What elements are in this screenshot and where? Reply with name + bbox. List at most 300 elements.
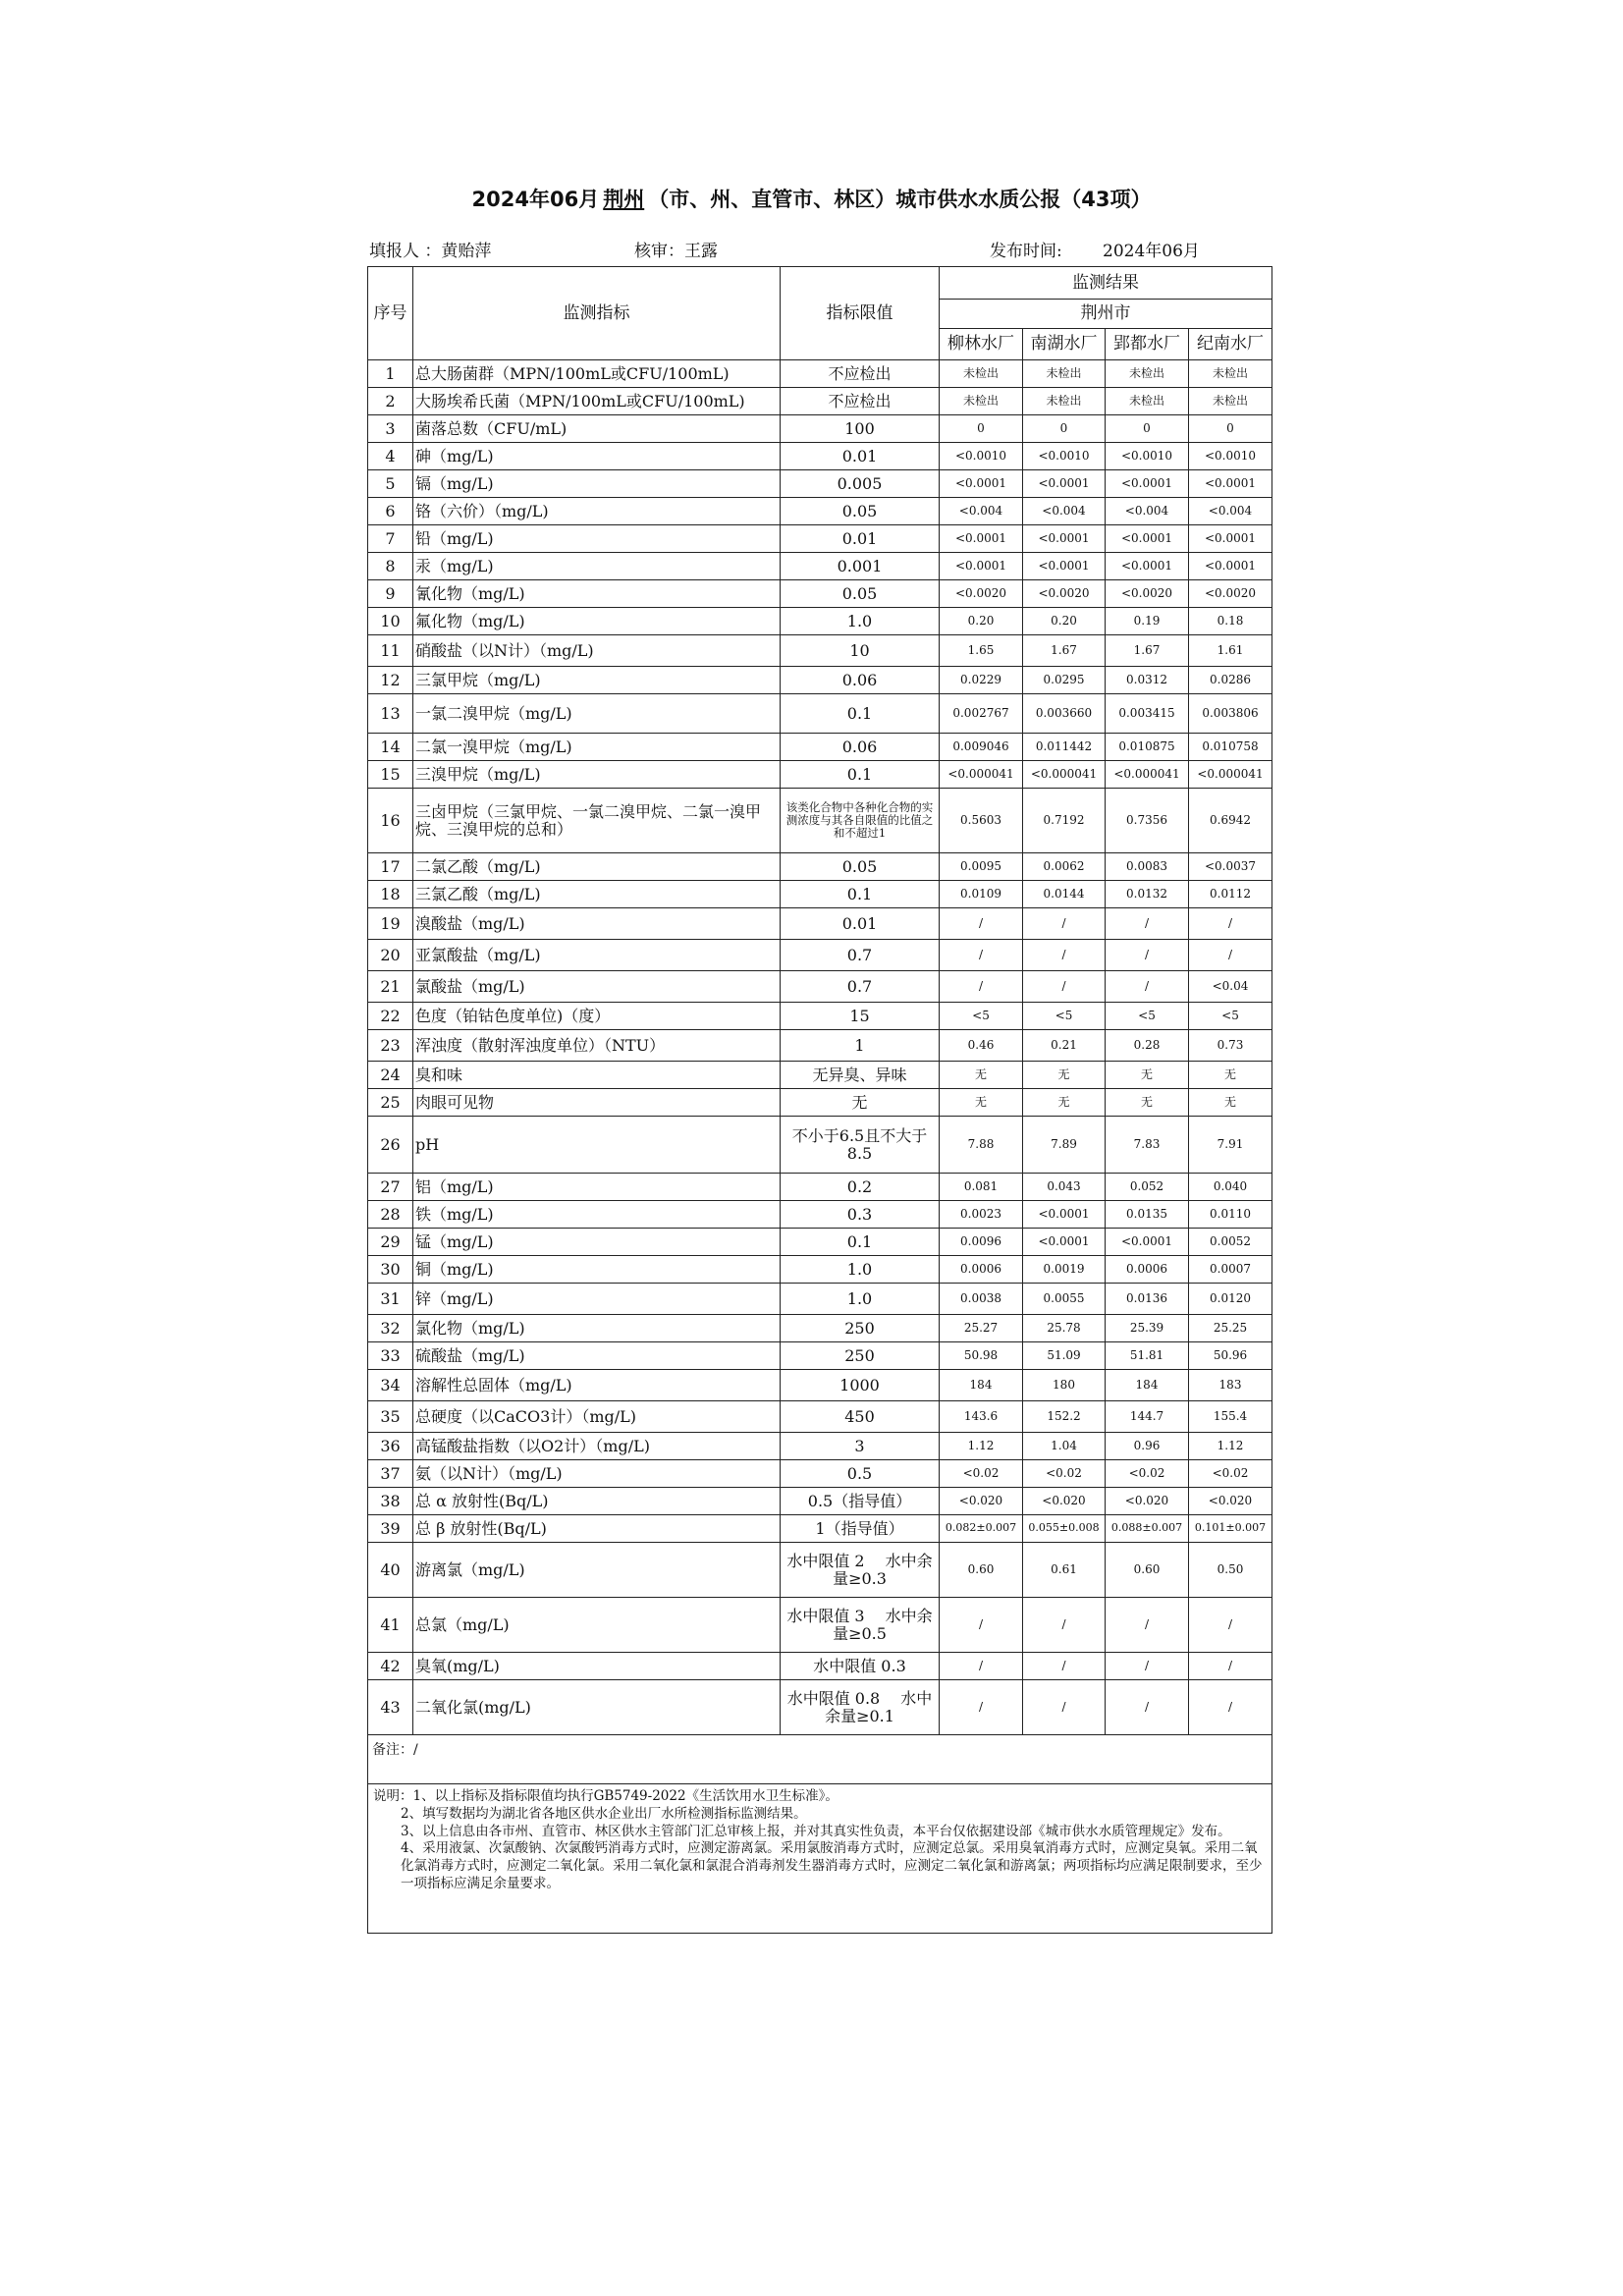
limit-value: 无 bbox=[781, 1089, 940, 1117]
title-prefix: 2024年06月 bbox=[471, 188, 600, 211]
result-value: <0.0001 bbox=[1023, 525, 1106, 553]
limit-value: 0.05 bbox=[781, 498, 940, 525]
result-value: 0.7192 bbox=[1023, 789, 1106, 853]
result-value: <0.000041 bbox=[940, 761, 1023, 789]
result-value: 7.88 bbox=[940, 1117, 1023, 1174]
limit-value: 1.0 bbox=[781, 608, 940, 635]
row-number: 6 bbox=[368, 498, 413, 525]
result-value: 0.010875 bbox=[1106, 734, 1189, 761]
result-value: 0.20 bbox=[940, 608, 1023, 635]
result-value: 0.18 bbox=[1189, 608, 1272, 635]
limit-value: 100 bbox=[781, 415, 940, 443]
limit-value: 1（指导值） bbox=[781, 1515, 940, 1543]
result-value: / bbox=[1023, 971, 1106, 1003]
header-plant: 纪南水厂 bbox=[1189, 329, 1272, 360]
limit-value: 不应检出 bbox=[781, 388, 940, 415]
result-value: 51.81 bbox=[1106, 1342, 1189, 1370]
indicator-name: 总硬度（以CaCO3计）（mg/L) bbox=[413, 1401, 781, 1433]
indicator-name: 锌（mg/L) bbox=[413, 1284, 781, 1315]
result-value: 未检出 bbox=[1106, 360, 1189, 388]
table-row bbox=[368, 971, 1272, 1003]
result-value: 无 bbox=[1106, 1062, 1189, 1089]
result-value: 1.12 bbox=[1189, 1433, 1272, 1460]
table-row bbox=[368, 388, 1272, 415]
row-number: 1 bbox=[368, 360, 413, 388]
row-number: 30 bbox=[368, 1256, 413, 1284]
result-value: <0.0020 bbox=[1106, 580, 1189, 608]
result-value: 25.25 bbox=[1189, 1315, 1272, 1342]
result-value: / bbox=[1023, 1653, 1106, 1680]
filler: 填报人 ：黄贻萍 bbox=[369, 242, 492, 261]
explanation bbox=[368, 1784, 1272, 1934]
table-row bbox=[368, 498, 1272, 525]
table-row bbox=[368, 1229, 1272, 1256]
table-row bbox=[368, 580, 1272, 608]
indicator-name: 铁（mg/L) bbox=[413, 1201, 781, 1229]
table-row bbox=[368, 525, 1272, 553]
result-value: / bbox=[940, 1598, 1023, 1653]
result-value: <0.000041 bbox=[1023, 761, 1106, 789]
result-value: 无 bbox=[940, 1089, 1023, 1117]
limit-value: 15 bbox=[781, 1003, 940, 1030]
result-value: <0.0001 bbox=[1106, 525, 1189, 553]
result-value: 0.0095 bbox=[940, 853, 1023, 881]
result-value: 0.6942 bbox=[1189, 789, 1272, 853]
row-number: 22 bbox=[368, 1003, 413, 1030]
explanation-line: 说明：1、以上指标及指标限值均执行GB5749-2022《生活饮用水卫生标准》。 bbox=[373, 1788, 839, 1804]
result-value: 184 bbox=[1106, 1370, 1189, 1401]
result-value: 143.6 bbox=[940, 1401, 1023, 1433]
indicator-name: pH bbox=[413, 1117, 781, 1174]
result-value: 0.0083 bbox=[1106, 853, 1189, 881]
result-value: / bbox=[940, 1653, 1023, 1680]
limit-value: 0.1 bbox=[781, 694, 940, 734]
indicator-name: 臭和味 bbox=[413, 1062, 781, 1089]
result-value: / bbox=[1106, 1653, 1189, 1680]
result-value: 25.27 bbox=[940, 1315, 1023, 1342]
water-quality-table bbox=[367, 266, 1272, 1934]
result-value: 0.0006 bbox=[1106, 1256, 1189, 1284]
limit-value: 该类化合物中各种化合物的实测浓度与其各自限值的比值之和不超过1 bbox=[781, 789, 940, 853]
table-row bbox=[368, 415, 1272, 443]
result-value: 0 bbox=[1106, 415, 1189, 443]
result-value: <0.020 bbox=[1106, 1488, 1189, 1515]
result-value: 0.0136 bbox=[1106, 1284, 1189, 1315]
indicator-name: 溴酸盐（mg/L) bbox=[413, 908, 781, 940]
indicator-name: 砷（mg/L) bbox=[413, 443, 781, 470]
row-number: 29 bbox=[368, 1229, 413, 1256]
row-number: 16 bbox=[368, 789, 413, 853]
row-number: 9 bbox=[368, 580, 413, 608]
result-value: 0.0110 bbox=[1189, 1201, 1272, 1229]
result-value: 50.96 bbox=[1189, 1342, 1272, 1370]
limit-value: 0.06 bbox=[781, 667, 940, 694]
limit-value: 0.5 bbox=[781, 1460, 940, 1488]
limit-value: 无异臭、异味 bbox=[781, 1062, 940, 1089]
result-value: 0.0052 bbox=[1189, 1229, 1272, 1256]
result-value: <0.0001 bbox=[1023, 1229, 1106, 1256]
row-number: 33 bbox=[368, 1342, 413, 1370]
result-value: 0.0135 bbox=[1106, 1201, 1189, 1229]
limit-value: 0.7 bbox=[781, 971, 940, 1003]
header-city: 荆州市 bbox=[940, 300, 1272, 329]
result-value: 无 bbox=[1189, 1089, 1272, 1117]
result-value: 0.0062 bbox=[1023, 853, 1106, 881]
table-row bbox=[368, 1488, 1272, 1515]
row-number: 28 bbox=[368, 1201, 413, 1229]
row-number: 34 bbox=[368, 1370, 413, 1401]
table-row bbox=[368, 1433, 1272, 1460]
result-value: <0.004 bbox=[940, 498, 1023, 525]
title-city: 荆州 bbox=[603, 188, 645, 211]
result-value: 7.89 bbox=[1023, 1117, 1106, 1174]
table-row bbox=[368, 667, 1272, 694]
result-value: 0.082±0.007 bbox=[940, 1515, 1023, 1543]
result-value: 0.61 bbox=[1023, 1543, 1106, 1598]
result-value: 0.043 bbox=[1023, 1174, 1106, 1201]
table-row bbox=[368, 761, 1272, 789]
result-value: / bbox=[1023, 1598, 1106, 1653]
indicator-name: 二氧化氯(mg/L) bbox=[413, 1680, 781, 1735]
table-row bbox=[368, 1284, 1272, 1315]
result-value: 0.0112 bbox=[1189, 881, 1272, 908]
header-plant: 柳林水厂 bbox=[940, 329, 1023, 360]
result-value: <0.0020 bbox=[1189, 580, 1272, 608]
table-row bbox=[368, 1030, 1272, 1062]
result-value: 未检出 bbox=[1023, 388, 1106, 415]
limit-value: 250 bbox=[781, 1315, 940, 1342]
result-value: / bbox=[1189, 1598, 1272, 1653]
indicator-name: 三氯乙酸（mg/L) bbox=[413, 881, 781, 908]
limit-value: 0.3 bbox=[781, 1201, 940, 1229]
result-value: <0.000041 bbox=[1189, 761, 1272, 789]
indicator-name: 色度（铂钴色度单位)（度） bbox=[413, 1003, 781, 1030]
row-number: 14 bbox=[368, 734, 413, 761]
indicator-name: 三氯甲烷（mg/L) bbox=[413, 667, 781, 694]
result-value: 50.98 bbox=[940, 1342, 1023, 1370]
result-value: <0.0010 bbox=[940, 443, 1023, 470]
row-number: 26 bbox=[368, 1117, 413, 1174]
result-value: 0.0007 bbox=[1189, 1256, 1272, 1284]
result-value: 0.0312 bbox=[1106, 667, 1189, 694]
result-value: 0.20 bbox=[1023, 608, 1106, 635]
row-number: 27 bbox=[368, 1174, 413, 1201]
result-value: / bbox=[1189, 1680, 1272, 1735]
indicator-name: 铅（mg/L) bbox=[413, 525, 781, 553]
result-value: / bbox=[940, 971, 1023, 1003]
result-value: <0.0001 bbox=[1189, 470, 1272, 498]
report-title bbox=[0, 184, 1623, 213]
indicator-name: 汞（mg/L) bbox=[413, 553, 781, 580]
indicator-name: 总大肠菌群（MPN/100mL或CFU/100mL) bbox=[413, 360, 781, 388]
result-value: 未检出 bbox=[940, 388, 1023, 415]
row-number: 11 bbox=[368, 635, 413, 667]
limit-value: 1000 bbox=[781, 1370, 940, 1401]
result-value: 0.0144 bbox=[1023, 881, 1106, 908]
row-number: 41 bbox=[368, 1598, 413, 1653]
result-value: 0.60 bbox=[1106, 1543, 1189, 1598]
row-number: 10 bbox=[368, 608, 413, 635]
result-value: 1.04 bbox=[1023, 1433, 1106, 1460]
limit-value: 450 bbox=[781, 1401, 940, 1433]
row-number: 36 bbox=[368, 1433, 413, 1460]
table-row bbox=[368, 1174, 1272, 1201]
result-value: / bbox=[1023, 940, 1106, 971]
result-value: <0.0001 bbox=[1106, 470, 1189, 498]
indicator-name: 硫酸盐（mg/L) bbox=[413, 1342, 781, 1370]
result-value: <0.0001 bbox=[1106, 553, 1189, 580]
result-value: 183 bbox=[1189, 1370, 1272, 1401]
result-value: 0 bbox=[1189, 415, 1272, 443]
row-number: 24 bbox=[368, 1062, 413, 1089]
row-number: 5 bbox=[368, 470, 413, 498]
published-value: 2024年06月 bbox=[1103, 242, 1200, 261]
row-number: 43 bbox=[368, 1680, 413, 1735]
indicator-name: 一氯二溴甲烷（mg/L) bbox=[413, 694, 781, 734]
table-row bbox=[368, 1653, 1272, 1680]
indicator-name: 铬（六价）（mg/L) bbox=[413, 498, 781, 525]
result-value: <0.04 bbox=[1189, 971, 1272, 1003]
result-value: <0.0020 bbox=[940, 580, 1023, 608]
indicator-name: 氯化物（mg/L) bbox=[413, 1315, 781, 1342]
table-row bbox=[368, 608, 1272, 635]
result-value: 180 bbox=[1023, 1370, 1106, 1401]
result-value: 无 bbox=[1189, 1062, 1272, 1089]
result-value: 0.0120 bbox=[1189, 1284, 1272, 1315]
result-value: <0.02 bbox=[1106, 1460, 1189, 1488]
result-value: <0.0001 bbox=[1189, 553, 1272, 580]
row-number: 4 bbox=[368, 443, 413, 470]
indicator-name: 氟化物（mg/L) bbox=[413, 608, 781, 635]
result-value: <0.004 bbox=[1189, 498, 1272, 525]
limit-value: 250 bbox=[781, 1342, 940, 1370]
result-value: 0.081 bbox=[940, 1174, 1023, 1201]
table-row bbox=[368, 694, 1272, 734]
result-value: / bbox=[1106, 1598, 1189, 1653]
result-value: 0.055±0.008 bbox=[1023, 1515, 1106, 1543]
row-number: 3 bbox=[368, 415, 413, 443]
table-row bbox=[368, 789, 1272, 853]
limit-value: 1.0 bbox=[781, 1284, 940, 1315]
header-limit: 指标限值 bbox=[781, 267, 940, 360]
result-value: <0.0010 bbox=[1189, 443, 1272, 470]
limit-value: 0.1 bbox=[781, 761, 940, 789]
indicator-name: 硝酸盐（以N计）（mg/L) bbox=[413, 635, 781, 667]
result-value: 1.67 bbox=[1106, 635, 1189, 667]
result-value: 0.003806 bbox=[1189, 694, 1272, 734]
header-plant: 郢都水厂 bbox=[1106, 329, 1189, 360]
limit-value: 0.2 bbox=[781, 1174, 940, 1201]
table-row bbox=[368, 881, 1272, 908]
result-value: 未检出 bbox=[1189, 388, 1272, 415]
row-number: 15 bbox=[368, 761, 413, 789]
row-number: 12 bbox=[368, 667, 413, 694]
result-value: 0.21 bbox=[1023, 1030, 1106, 1062]
result-value: 0.002767 bbox=[940, 694, 1023, 734]
table-row bbox=[368, 734, 1272, 761]
result-value: 无 bbox=[1106, 1089, 1189, 1117]
result-value: 0.0006 bbox=[940, 1256, 1023, 1284]
result-value: / bbox=[940, 940, 1023, 971]
table-row bbox=[368, 1201, 1272, 1229]
table-row bbox=[368, 908, 1272, 940]
result-value: 0.46 bbox=[940, 1030, 1023, 1062]
result-value: <0.004 bbox=[1106, 498, 1189, 525]
result-value: / bbox=[940, 1680, 1023, 1735]
result-value: <0.02 bbox=[1189, 1460, 1272, 1488]
limit-value: 1.0 bbox=[781, 1256, 940, 1284]
limit-value: 0.01 bbox=[781, 908, 940, 940]
limit-value: 0.05 bbox=[781, 580, 940, 608]
result-value: 0.0096 bbox=[940, 1229, 1023, 1256]
row-number: 2 bbox=[368, 388, 413, 415]
limit-value: 不应检出 bbox=[781, 360, 940, 388]
result-value: <0.0010 bbox=[1106, 443, 1189, 470]
row-number: 13 bbox=[368, 694, 413, 734]
header-indicator: 监测指标 bbox=[413, 267, 781, 360]
limit-value: 0.1 bbox=[781, 1229, 940, 1256]
table-row bbox=[368, 1089, 1272, 1117]
result-value: 0.73 bbox=[1189, 1030, 1272, 1062]
remarks: 备注：/ bbox=[368, 1735, 1272, 1784]
table-row bbox=[368, 1315, 1272, 1342]
result-value: 0.0055 bbox=[1023, 1284, 1106, 1315]
result-value: / bbox=[1189, 908, 1272, 940]
result-value: / bbox=[1106, 971, 1189, 1003]
result-value: <0.0001 bbox=[1023, 1201, 1106, 1229]
indicator-name: 臭氧(mg/L) bbox=[413, 1653, 781, 1680]
limit-value: 水中限值 0.8 水中余量≥0.1 bbox=[781, 1680, 940, 1735]
result-value: 0.0038 bbox=[940, 1284, 1023, 1315]
result-value: 0.7356 bbox=[1106, 789, 1189, 853]
limit-value: 0.5（指导值） bbox=[781, 1488, 940, 1515]
indicator-name: 高锰酸盐指数（以O2计）（mg/L) bbox=[413, 1433, 781, 1460]
header-seq: 序号 bbox=[368, 267, 413, 360]
result-value: / bbox=[1106, 1680, 1189, 1735]
result-value: 7.83 bbox=[1106, 1117, 1189, 1174]
indicator-name: 总 β 放射性(Bq/L) bbox=[413, 1515, 781, 1543]
limit-value: 0.1 bbox=[781, 881, 940, 908]
result-value: 1.67 bbox=[1023, 635, 1106, 667]
result-value: 25.39 bbox=[1106, 1315, 1189, 1342]
result-value: 0 bbox=[940, 415, 1023, 443]
row-number: 40 bbox=[368, 1543, 413, 1598]
result-value: 0.0023 bbox=[940, 1201, 1023, 1229]
result-value: <0.020 bbox=[1189, 1488, 1272, 1515]
indicator-name: 三溴甲烷（mg/L) bbox=[413, 761, 781, 789]
table-row bbox=[368, 1460, 1272, 1488]
result-value: 0.60 bbox=[940, 1543, 1023, 1598]
row-number: 20 bbox=[368, 940, 413, 971]
row-number: 17 bbox=[368, 853, 413, 881]
limit-value: 0.05 bbox=[781, 853, 940, 881]
indicator-name: 氯酸盐（mg/L) bbox=[413, 971, 781, 1003]
result-value: <5 bbox=[1023, 1003, 1106, 1030]
limit-value: 水中限值 0.3 bbox=[781, 1653, 940, 1680]
result-value: <0.0001 bbox=[940, 553, 1023, 580]
row-number: 38 bbox=[368, 1488, 413, 1515]
indicator-name: 二氯一溴甲烷（mg/L) bbox=[413, 734, 781, 761]
indicator-name: 游离氯（mg/L) bbox=[413, 1543, 781, 1598]
table-row bbox=[368, 1401, 1272, 1433]
result-value: <0.0001 bbox=[1023, 553, 1106, 580]
result-value: / bbox=[1189, 1653, 1272, 1680]
indicator-name: 铜（mg/L) bbox=[413, 1256, 781, 1284]
result-value: 0.19 bbox=[1106, 608, 1189, 635]
result-value: 0.010758 bbox=[1189, 734, 1272, 761]
result-value: <0.020 bbox=[1023, 1488, 1106, 1515]
row-number: 23 bbox=[368, 1030, 413, 1062]
result-value: 0.0286 bbox=[1189, 667, 1272, 694]
result-value: 1.61 bbox=[1189, 635, 1272, 667]
header-plant: 南湖水厂 bbox=[1023, 329, 1106, 360]
limit-value: 0.01 bbox=[781, 443, 940, 470]
published-label: 发布时间: bbox=[990, 242, 1062, 261]
table-row bbox=[368, 1598, 1272, 1653]
result-value: 未检出 bbox=[940, 360, 1023, 388]
limit-value: 水中限值 2 水中余量≥0.3 bbox=[781, 1543, 940, 1598]
result-value: <0.0001 bbox=[940, 470, 1023, 498]
result-value: 0.003415 bbox=[1106, 694, 1189, 734]
table-row bbox=[368, 1515, 1272, 1543]
result-value: <0.0001 bbox=[1023, 470, 1106, 498]
row-number: 21 bbox=[368, 971, 413, 1003]
result-value: 0.96 bbox=[1106, 1433, 1189, 1460]
indicator-name: 菌落总数（CFU/mL) bbox=[413, 415, 781, 443]
table-row bbox=[368, 853, 1272, 881]
indicator-name: 溶解性总固体（mg/L) bbox=[413, 1370, 781, 1401]
result-value: 无 bbox=[1023, 1089, 1106, 1117]
result-value: 0.28 bbox=[1106, 1030, 1189, 1062]
result-value: / bbox=[940, 908, 1023, 940]
indicator-name: 肉眼可见物 bbox=[413, 1089, 781, 1117]
indicator-name: 氨（以N计）（mg/L) bbox=[413, 1460, 781, 1488]
table-row bbox=[368, 1117, 1272, 1174]
result-value: 184 bbox=[940, 1370, 1023, 1401]
table-row bbox=[368, 360, 1272, 388]
indicator-name: 亚氯酸盐（mg/L) bbox=[413, 940, 781, 971]
indicator-name: 总氯（mg/L) bbox=[413, 1598, 781, 1653]
indicator-name: 大肠埃希氏菌（MPN/100mL或CFU/100mL) bbox=[413, 388, 781, 415]
limit-value: 3 bbox=[781, 1433, 940, 1460]
result-value: 0.0295 bbox=[1023, 667, 1106, 694]
indicator-name: 总 α 放射性(Bq/L) bbox=[413, 1488, 781, 1515]
indicator-name: 三卤甲烷（三氯甲烷、一氯二溴甲烷、二氯一溴甲烷、三溴甲烷的总和） bbox=[413, 789, 781, 853]
explanation-line: 2、填写数据均为湖北省各地区供水企业出厂水所检测指标监测结果。 bbox=[401, 1805, 807, 1822]
explanation-row bbox=[368, 1784, 1272, 1934]
result-value: <0.02 bbox=[940, 1460, 1023, 1488]
limit-value: 1 bbox=[781, 1030, 940, 1062]
row-number: 7 bbox=[368, 525, 413, 553]
result-value: / bbox=[1023, 908, 1106, 940]
indicator-name: 浑浊度（散射浑浊度单位）（NTU） bbox=[413, 1030, 781, 1062]
result-value: / bbox=[1023, 1680, 1106, 1735]
result-value: 155.4 bbox=[1189, 1401, 1272, 1433]
indicator-name: 氰化物（mg/L) bbox=[413, 580, 781, 608]
result-value: 未检出 bbox=[1106, 388, 1189, 415]
result-value: 51.09 bbox=[1023, 1342, 1106, 1370]
table-row bbox=[368, 1342, 1272, 1370]
result-value: <0.0001 bbox=[1106, 1229, 1189, 1256]
result-value: <5 bbox=[1189, 1003, 1272, 1030]
remarks-row bbox=[368, 1735, 1272, 1784]
limit-value: 0.06 bbox=[781, 734, 940, 761]
table-row bbox=[368, 1003, 1272, 1030]
row-number: 35 bbox=[368, 1401, 413, 1433]
limit-value: 水中限值 3 水中余量≥0.5 bbox=[781, 1598, 940, 1653]
result-value: 未检出 bbox=[1023, 360, 1106, 388]
result-value: 1.65 bbox=[940, 635, 1023, 667]
